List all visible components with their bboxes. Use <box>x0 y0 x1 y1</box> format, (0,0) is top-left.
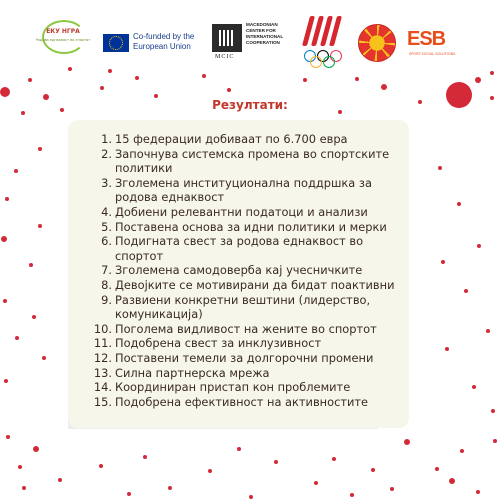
confetti-dot <box>493 439 497 443</box>
confetti-dot <box>338 110 342 114</box>
result-text <box>115 220 387 235</box>
result-text-line: родова еднаквост <box>115 190 225 205</box>
eu-flag-icon <box>103 34 129 52</box>
esb-logo-subtitle: SPORT SOCIAL SOLUTIONS <box>409 52 456 56</box>
confetti-dot <box>108 69 112 73</box>
result-number: 3. <box>101 175 112 190</box>
eu-logo-line2: European Union <box>133 42 191 51</box>
result-number: 8. <box>101 277 112 292</box>
mcic-label: MCIC <box>215 54 235 60</box>
result-text <box>115 395 368 410</box>
olympic-rings-icon <box>304 50 348 70</box>
confetti-dot <box>6 435 10 439</box>
confetti-dot <box>355 77 359 81</box>
confetti-dot <box>445 347 449 351</box>
ednakva-circle-icon <box>42 20 86 54</box>
result-text-line: спортот <box>115 248 164 263</box>
confetti-dot <box>208 469 212 473</box>
result-text-line: Координиран пристап кон проблемите <box>115 380 351 395</box>
result-text-line: 15 федерации добиваат по 6.700 евра <box>115 132 348 146</box>
confetti-dot <box>381 84 387 90</box>
confetti-dot <box>60 108 64 112</box>
result-text <box>115 176 372 205</box>
sun-icon <box>358 24 396 62</box>
confetti-dot <box>18 465 22 469</box>
confetti-dot <box>371 468 375 472</box>
mcic-building-icon <box>212 24 242 52</box>
confetti-dot <box>68 67 72 71</box>
confetti-dot <box>202 74 206 78</box>
esb-logo-name: ESB <box>407 28 446 50</box>
result-text-line: политики <box>115 161 173 176</box>
confetti-dot <box>168 486 172 490</box>
result-text <box>115 147 389 176</box>
result-text-line: комуникација) <box>115 307 203 322</box>
result-text-line: Подобрена свест за инклузивност <box>115 336 322 351</box>
result-text-line: Зголемена институционална поддршка за <box>115 175 372 190</box>
confetti-dot <box>22 486 26 490</box>
result-number: 15. <box>93 394 112 409</box>
esb-logo <box>407 28 456 56</box>
confetti-dot <box>446 82 472 108</box>
result-text-line: Добиени релевантни податоци и анализи <box>115 204 368 219</box>
confetti-dot <box>38 224 42 228</box>
result-text <box>115 380 350 395</box>
result-text-line: Зголемена самодоверба кај учесничките <box>115 263 363 278</box>
olympic-stripes-icon <box>306 16 346 46</box>
result-text <box>115 205 368 220</box>
confetti-dot <box>477 244 481 248</box>
confetti-dot <box>464 289 468 293</box>
confetti-dot <box>1 236 7 242</box>
results-heading: Резултати: <box>212 98 288 112</box>
confetti-dot <box>15 336 19 340</box>
confetti-dot <box>314 481 318 485</box>
confetti-dot <box>449 478 455 484</box>
result-text-line: Започнува системска промена во спортските <box>115 146 390 161</box>
result-text <box>115 293 370 322</box>
confetti-dot <box>438 166 442 170</box>
result-text-line: Подигната свест за родова еднаквост во <box>115 234 364 249</box>
result-number: 12. <box>93 350 112 365</box>
confetti-dot <box>491 409 495 413</box>
result-text-line: Девојките се мотивирани да бидат поактивни <box>115 277 395 292</box>
confetti-dot <box>227 88 231 92</box>
mcic-name <box>246 22 283 46</box>
confetti-dot <box>441 260 445 264</box>
ednakva-logo-name: ЕКУ НГРА <box>46 28 80 35</box>
mcic-name-line: MACEDONIAN <box>246 22 278 27</box>
confetti-dot <box>100 86 104 90</box>
mcic-name-line: INTERNATIONAL <box>246 34 284 39</box>
confetti-dot <box>0 87 10 97</box>
confetti-dot <box>490 96 494 100</box>
result-text-line: Поставена основа за идни политики и мерки <box>115 219 387 234</box>
confetti-dot <box>58 478 62 482</box>
confetti-dot <box>476 490 480 494</box>
confetti-dot <box>32 315 36 319</box>
result-number: 1. <box>101 132 112 146</box>
ednakva-igra-logo <box>30 20 96 64</box>
result-number: 9. <box>101 292 112 307</box>
confetti-dot <box>332 457 336 461</box>
confetti-dot <box>418 100 422 104</box>
result-text-line: Поголема видливост на жените во спортот <box>115 321 377 336</box>
confetti-dot <box>154 94 158 98</box>
result-text-line: Поставени темели за долгорочни промени <box>115 350 374 365</box>
confetti-dot <box>3 299 7 303</box>
result-number: 7. <box>101 263 112 278</box>
result-number: 13. <box>93 365 112 380</box>
confetti-dot <box>5 197 9 201</box>
result-number: 4. <box>101 204 112 219</box>
result-number: 10. <box>93 321 112 336</box>
ednakva-logo-subtitle: Родова еднаквост во спортот <box>35 38 91 42</box>
result-text-line: Силна партнерска мрежа <box>115 365 270 380</box>
confetti-dot <box>490 71 494 75</box>
result-text <box>115 234 363 263</box>
confetti-dot <box>249 495 253 499</box>
macedonia-sun-logo <box>358 24 396 62</box>
result-number: 14. <box>93 380 112 395</box>
mcic-name-line: COOPERATION <box>246 40 280 45</box>
result-number: 11. <box>93 336 112 351</box>
confetti-dot <box>303 78 307 82</box>
confetti-dot <box>99 464 103 468</box>
mcic-name-line: CENTER FOR <box>246 28 276 33</box>
confetti-dot <box>29 263 33 267</box>
confetti-dot <box>42 356 46 360</box>
confetti-dot <box>143 455 147 459</box>
result-number: 2. <box>101 146 112 161</box>
result-number: 6. <box>101 234 112 249</box>
confetti-dot <box>4 379 8 383</box>
confetti-dot <box>350 493 354 497</box>
result-text <box>115 322 377 337</box>
confetti-dot <box>475 77 481 83</box>
confetti-dot <box>135 76 139 80</box>
mcic-logo <box>212 22 302 72</box>
eu-cofunded-logo <box>103 34 203 54</box>
result-text <box>115 366 269 381</box>
result-number: 5. <box>101 219 112 234</box>
confetti-dot <box>237 447 241 451</box>
confetti-dot <box>486 329 490 333</box>
confetti-dot <box>274 460 278 464</box>
eu-logo-line1: Co-funded by the <box>133 32 195 41</box>
result-text-line: Развиени конкретни вештини (лидерство, <box>115 292 371 307</box>
confetti-dot <box>460 449 464 453</box>
partner-logos <box>0 14 500 70</box>
confetti-dot <box>435 467 439 471</box>
result-text <box>115 132 348 147</box>
olympic-committee-logo <box>300 14 350 72</box>
confetti-dot <box>28 78 32 82</box>
confetti-dot <box>38 147 42 151</box>
confetti-dot <box>457 202 461 206</box>
confetti-dot <box>21 111 25 115</box>
confetti-dot <box>127 492 131 496</box>
result-text <box>115 336 321 351</box>
result-text-line: Подобрена ефективност на активностите <box>115 394 369 409</box>
confetti-dot <box>472 385 476 389</box>
result-text <box>115 351 373 366</box>
results-card <box>68 120 409 428</box>
eu-logo-text <box>133 32 194 52</box>
result-text <box>115 278 394 293</box>
confetti-dot <box>390 487 394 491</box>
confetti-dot <box>404 439 410 445</box>
confetti-dot <box>43 94 49 100</box>
result-text <box>115 263 362 278</box>
confetti-dot <box>33 446 39 452</box>
confetti-dot <box>14 169 18 173</box>
